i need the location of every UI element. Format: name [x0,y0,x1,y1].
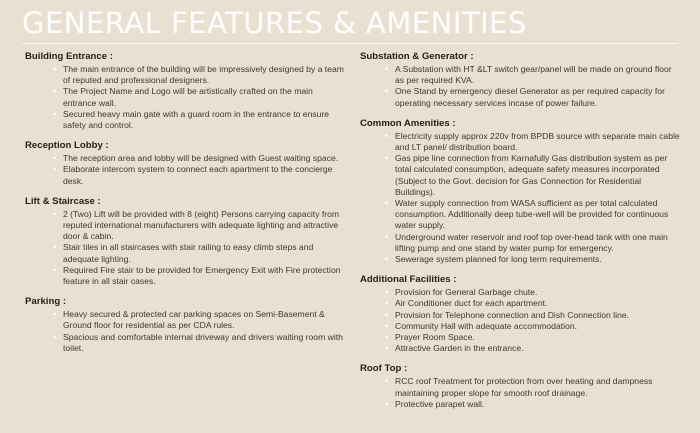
feature-list [25,209,345,287]
section-heading: Additional Facilities : [360,274,457,286]
section-heading: Lift & Staircase : [25,195,101,207]
section-additional-facilities [360,274,680,354]
list-item: • The Project Name and Logo will be artistically crafted on the main entrance wall. [54,86,345,108]
list-item: • Heavy secured & protected car parking spaces on Semi-Basement & Ground floor for residential as per CDA rules. [54,309,345,331]
list-item: • One Stand by emergency diesel Generator as per required capacity for operating necessary services incase of power failure. [386,86,680,108]
feature-list [25,309,345,354]
section-substation-generator [360,51,680,109]
list-item: • Stair tiles in all staircases with stair railing to easy climb steps and adequate lighting. [54,242,345,264]
feature-list [360,376,680,410]
section-common-amenities [360,118,680,265]
list-item: • Secured heavy main gate with a guard room in the entrance to ensure safety and control. [54,109,345,131]
section-parking [25,296,345,354]
list-item: • Electricity supply approx 220v from BPDB source with separate main cable and LT panel/ distribution board. [386,131,680,153]
list-item: • The reception area and lobby will be designed with Guest waiting space. [54,153,345,164]
feature-list [360,64,680,109]
list-item: • Air Conditioner duct for each apartment. [386,298,680,309]
title-divider [22,43,678,44]
list-item: • Required Fire stair to be provided for Emergency Exit with Fire protection feature in all stair cases. [54,265,345,287]
list-item: • Provision for General Garbage chute. [386,287,680,298]
section-heading: Building Entrance : [25,51,113,62]
list-item: • Community Hall with adequate accommodation. [386,321,680,332]
list-item: • The main entrance of the building will be impressively designed by a team of reputed and professional designers. [54,64,345,86]
list-item: • Attractive Garden in the entrance. [386,343,680,354]
right-column [360,51,680,419]
section-reception-lobby [25,140,345,187]
list-item: • Spacious and comfortable internal driveway and drivers waiting room with toilet. [54,332,345,354]
feature-list [25,153,345,187]
section-heading: Reception Lobby : [25,140,109,152]
section-heading: Common Amenities : [360,117,456,129]
list-item: • A Substation with HT &LT switch gear/panel will be made on ground floor as per required KVA. [386,64,680,86]
feature-list [360,131,680,265]
list-item: • Underground water reservoir and roof top over-head tank with one main lifting pump and one stand by water pump for emergency. [386,232,680,254]
list-item: • Gas pipe line connection from Karnafully Gas distribution system as per total calculated consumption, adequate safety measures incorporated (Subject to the Govt. decision for Gas Connection for Residential Buildings). [386,153,680,198]
left-column [25,51,345,363]
list-item: • 2 (Two) Lift will be provided with 8 (eight) Persons carrying capacity from reputed international manufacturers with adequate lighting and attractive door & cabin. [54,209,345,243]
list-item: • RCC roof Treatment for protection from over heating and dampness maintaining proper slope for smooth roof drainage. [386,376,680,398]
list-item: • Provision for Telephone connection and Dish Connection line. [386,310,680,321]
feature-list [25,64,345,131]
section-heading: Roof Top : [360,363,408,375]
section-heading: Parking : [25,296,67,308]
section-lift-staircase [25,196,345,287]
feature-list [360,287,680,354]
section-roof-top [360,363,680,410]
page-title: GENERAL FEATURES & AMENITIES [22,6,527,40]
list-item: • Prayer Room Space. [386,332,680,343]
list-item: • Elaborate intercom system to connect each apartment to the concierge desk. [54,164,345,186]
list-item: • Protective parapet wall. [386,399,680,410]
section-building-entrance [25,51,345,131]
list-item: • Water supply connection from WASA sufficient as per total calculated consumption. Additionally deep tube-well will be provided for continuous water supply. [386,198,680,232]
list-item: • Sewerage system planned for long term requirements. [386,254,680,265]
section-heading: Substation & Generator : [360,51,474,62]
